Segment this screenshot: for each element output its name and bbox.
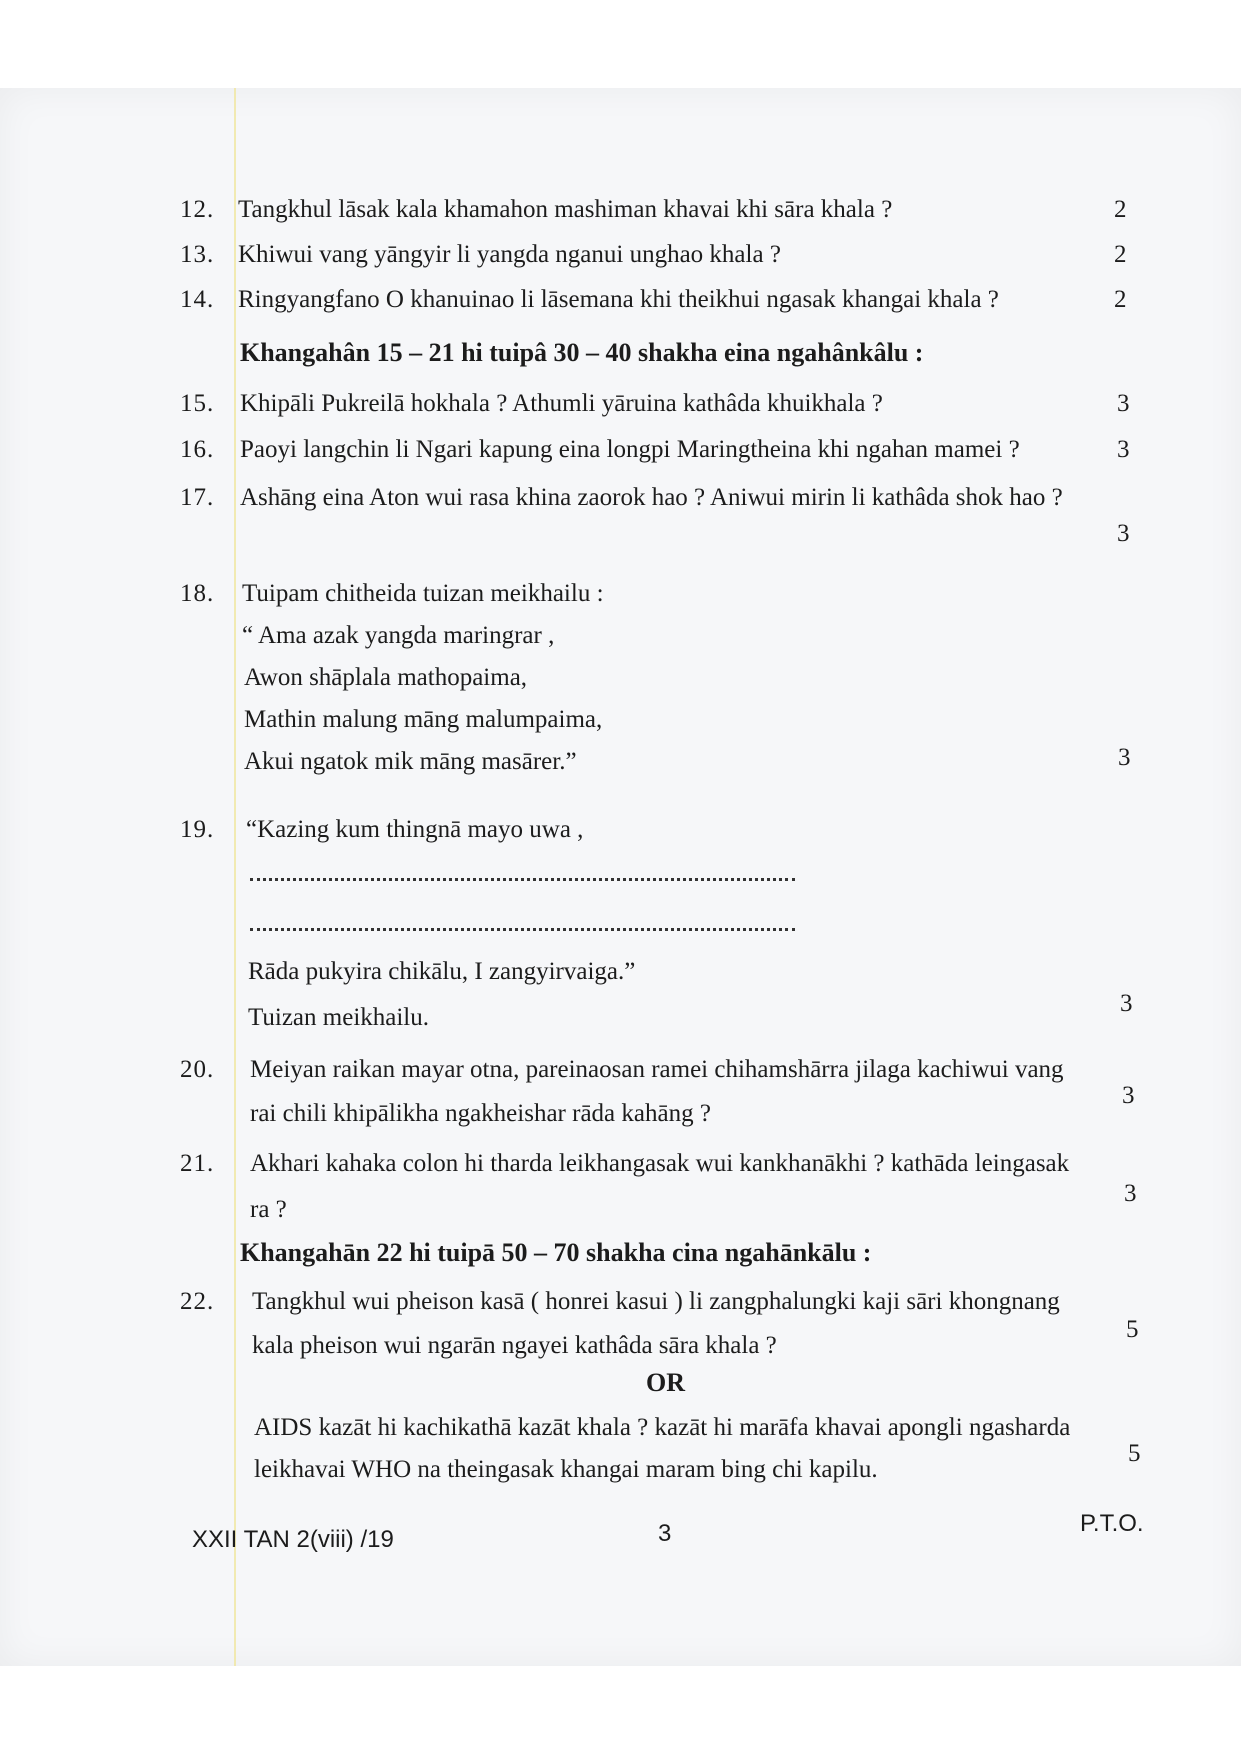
question-number: 21. xyxy=(180,1150,215,1177)
question-number: 16. xyxy=(180,436,215,463)
question-number: 20. xyxy=(180,1056,215,1083)
question-text: Ashāng eina Aton wui rasa khina zaorok hao ? Aniwui mirin li kathâda shok hao ? xyxy=(240,484,1063,511)
question-mark: 3 xyxy=(1117,436,1130,463)
paper-code: XXII TAN 2(viii) /19 xyxy=(192,1526,394,1553)
question-text: Tangkhul lāsak kala khamahon mashiman khavai khi sāra khala ? xyxy=(238,196,893,223)
question-mark: 5 xyxy=(1126,1316,1139,1343)
question-text: Meiyan raikan mayar otna, pareinaosan ramei chihamshārra jilaga kachiwui vang xyxy=(250,1056,1064,1083)
poem-line: Akui ngatok mik māng masārer.” xyxy=(244,748,577,775)
poem-line: Mathin malung māng malumpaima, xyxy=(244,706,603,733)
alt-question-text: leikhavai WHO na theingasak khangai maram bing chi kapilu. xyxy=(254,1456,878,1483)
question-text: Tuipam chitheida tuizan meikhailu : xyxy=(242,580,604,607)
question-number: 12. xyxy=(180,196,215,223)
question-text: Paoyi langchin li Ngari kapung eina longpi Maringtheina khi ngahan mamei ? xyxy=(240,436,1020,463)
question-mark: 3 xyxy=(1124,1180,1137,1207)
question-text: Khiwui vang yāngyir li yangda nganui unghao khala ? xyxy=(238,241,781,268)
question-text: kala pheison wui ngarān ngayei kathâda sāra khala ? xyxy=(252,1332,777,1359)
instruction-text: Tuizan meikhailu. xyxy=(248,1004,430,1031)
dotted-answer-line xyxy=(250,878,795,881)
question-number: 15. xyxy=(180,390,215,417)
question-number: 13. xyxy=(180,241,215,268)
question-number: 19. xyxy=(180,816,215,843)
question-number: 14. xyxy=(180,286,215,313)
question-mark: 2 xyxy=(1114,241,1127,268)
question-number: 22. xyxy=(180,1288,215,1315)
question-number: 17. xyxy=(180,484,215,511)
question-mark: 3 xyxy=(1120,990,1133,1017)
question-mark: 3 xyxy=(1117,520,1130,547)
poem-line: “ Ama azak yangda maringrar , xyxy=(242,622,555,649)
question-number: 18. xyxy=(180,580,215,607)
question-mark: 2 xyxy=(1114,196,1127,223)
question-text: Akhari kahaka colon hi tharda leikhangasak wui kankhanākhi ? kathāda leingasak xyxy=(250,1150,1070,1177)
dotted-answer-line xyxy=(250,928,795,931)
poem-line: Awon shāplala mathopaima, xyxy=(244,664,528,691)
poem-line: Rāda pukyira chikālu, I zangyirvaiga.” xyxy=(248,958,636,985)
alt-question-text: AIDS kazāt hi kachikathā kazāt khala ? kazāt hi marāfa khavai apongli ngasharda xyxy=(254,1414,1071,1441)
question-mark: 5 xyxy=(1128,1440,1141,1467)
question-text: rai chili khipālikha ngakheishar rāda kahāng ? xyxy=(250,1100,711,1127)
question-text: “Kazing kum thingnā mayo uwa , xyxy=(246,816,584,843)
question-mark: 3 xyxy=(1118,744,1131,771)
question-mark: 3 xyxy=(1122,1082,1135,1109)
page-number: 3 xyxy=(658,1520,672,1547)
question-text: Tangkhul wui pheison kasā ( honrei kasui ) li zangphalungki kaji sāri khongnang xyxy=(252,1288,1060,1315)
question-text: Khipāli Pukreilā hokhala ? Athumli yāruina kathâda khuikhala ? xyxy=(240,390,883,417)
question-text: ra ? xyxy=(250,1196,287,1223)
section-heading: Khangahân 15 – 21 hi tuipâ 30 – 40 shakha eina ngahânkâlu : xyxy=(240,338,924,367)
question-mark: 2 xyxy=(1114,286,1127,313)
question-mark: 3 xyxy=(1117,390,1130,417)
or-label: OR xyxy=(646,1368,685,1397)
margin-guide-line xyxy=(234,88,236,1666)
section-heading: Khangahān 22 hi tuipā 50 – 70 shakha cina ngahānkālu : xyxy=(240,1238,872,1267)
question-text: Ringyangfano O khanuinao li lāsemana khi theikhui ngasak khangai khala ? xyxy=(238,286,999,313)
pto-label: P.T.O. xyxy=(1080,1510,1144,1537)
